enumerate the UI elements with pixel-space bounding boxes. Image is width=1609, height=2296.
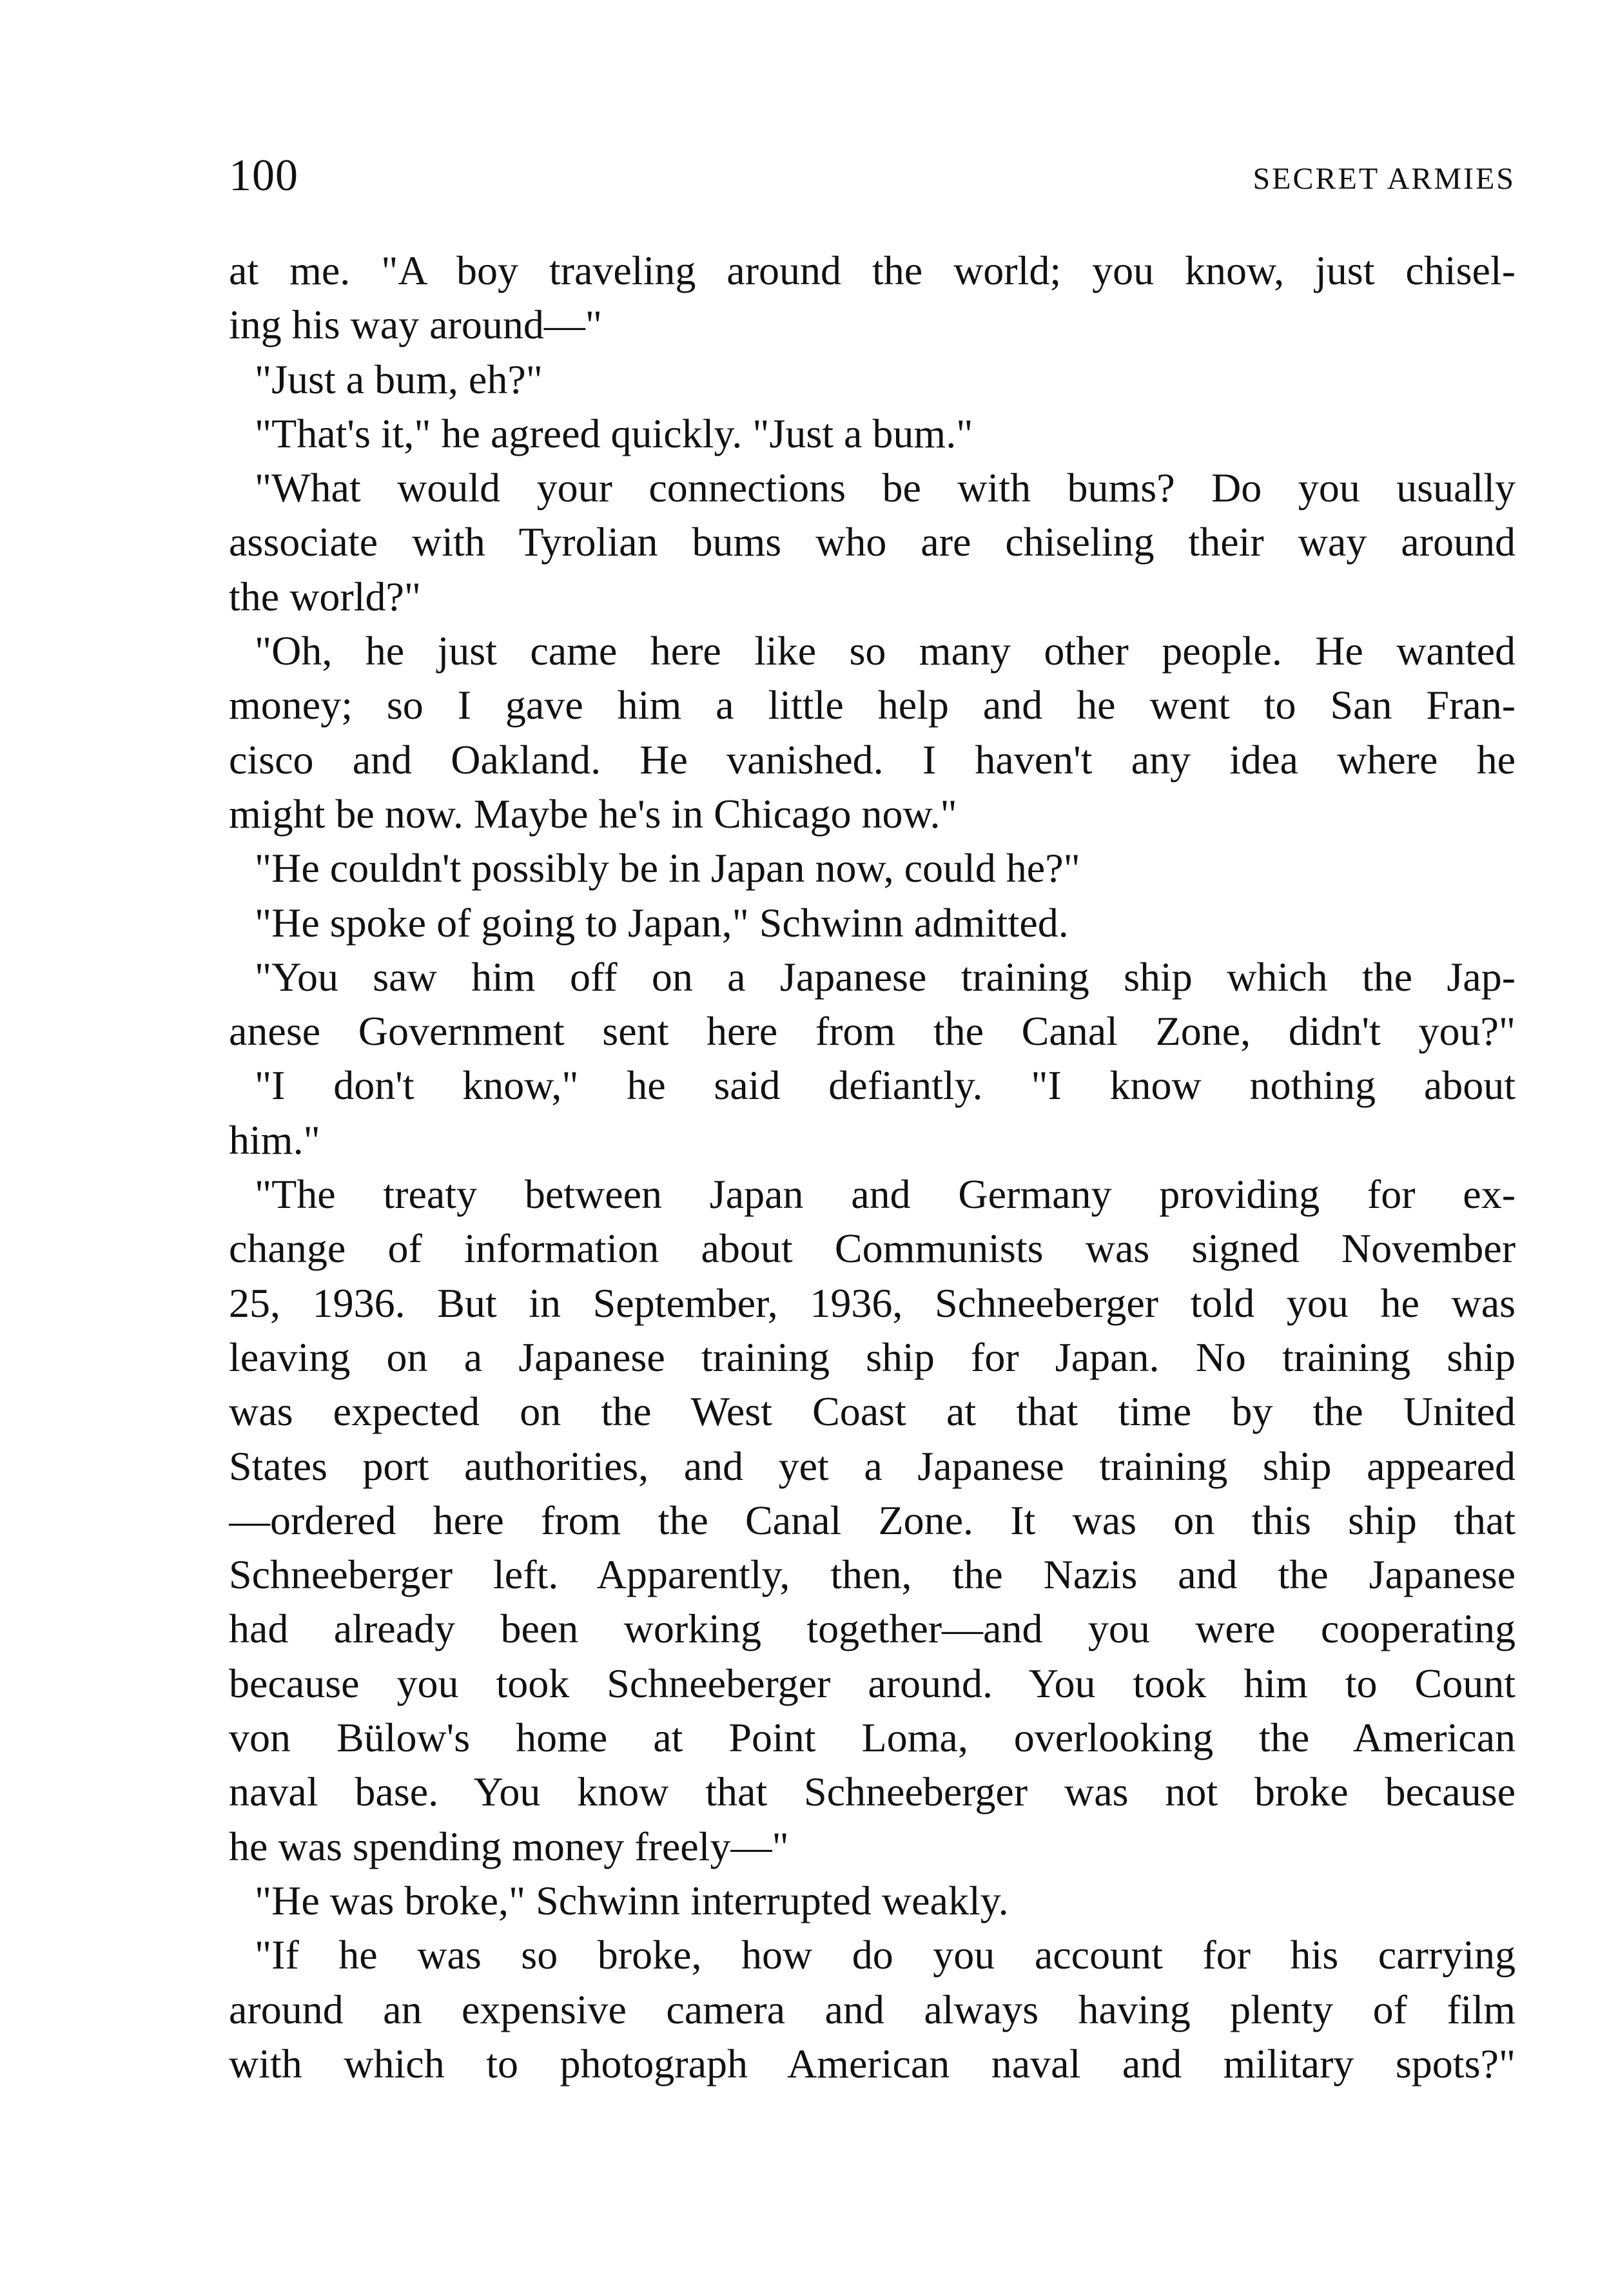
text-line: money; so I gave him a little help and he went to San Fran- [229,682,1516,728]
page-number: 100 [229,151,298,200]
text-line: anese Government sent here from the Canal Zone, didn't you?" [229,1008,1516,1055]
text-line: had already been working together—and you were cooperating [229,1606,1516,1652]
text-line: "Just a bum, eh?" [255,356,543,402]
text-line: "He couldn't possibly be in Japan now, could he?" [255,845,1080,891]
text-line: "The treaty between Japan and Germany providing for ex- [255,1171,1516,1218]
text-line: "You saw him off on a Japanese training ship which the Jap- [255,953,1516,1000]
text-line: naval base. You know that Schneeberger was not broke because [229,1769,1516,1815]
text-line: —ordered here from the Canal Zone. It was on this ship that [229,1497,1516,1543]
text-line: with which to photograph American naval and military spots?" [229,2040,1516,2087]
text-line: "What would your connections be with bums? Do you usually [255,465,1516,511]
text-line: leaving on a Japanese training ship for Japan. No training ship [229,1334,1516,1380]
text-line: he was spending money freely—" [229,1823,789,1869]
text-line: might be now. Maybe he's in Chicago now." [229,790,957,837]
text-line: 25, 1936. But in September, 1936, Schneeberger told you he was [229,1279,1516,1326]
text-line: "I don't know," he said defiantly. "I know nothing about [255,1062,1516,1109]
page-header [229,147,1516,205]
text-line: "That's it," he agreed quickly. "Just a bum." [255,410,973,456]
text-line: him." [229,1116,320,1163]
body-text [229,244,1516,2091]
text-line: von Bülow's home at Point Loma, overlooking the American [229,1715,1516,1761]
text-line: "If he was so broke, how do you account for his carrying [255,1932,1516,1978]
text-line: change of information about Communists was signed November [229,1225,1516,1272]
text-line: was expected on the West Coast at that time by the United [229,1388,1516,1435]
text-line: Schneeberger left. Apparently, then, the Nazis and the Japanese [229,1552,1516,1598]
text-line: around an expensive camera and always having plenty of film [229,1986,1516,2032]
text-line: cisco and Oakland. He vanished. I haven't any idea where he [229,736,1516,783]
text-line: ing his way around—" [229,302,602,348]
text-line: the world?" [229,573,422,619]
running-head: SECRET ARMIES [1253,162,1516,196]
text-line: because you took Schneeberger around. You took him to Count [229,1660,1516,1706]
text-line: "Oh, he just came here like so many other people. He wanted [255,628,1516,674]
text-line: States port authorities, and yet a Japanese training ship appeared [229,1443,1516,1489]
text-line: associate with Tyrolian bums who are chiseling their way around [229,519,1516,565]
text-line: "He was broke," Schwinn interrupted weakly. [255,1877,1009,1923]
text-line: "He spoke of going to Japan," Schwinn admitted. [255,899,1069,946]
text-line: at me. "A boy traveling around the world; you know, just chisel- [229,248,1516,293]
